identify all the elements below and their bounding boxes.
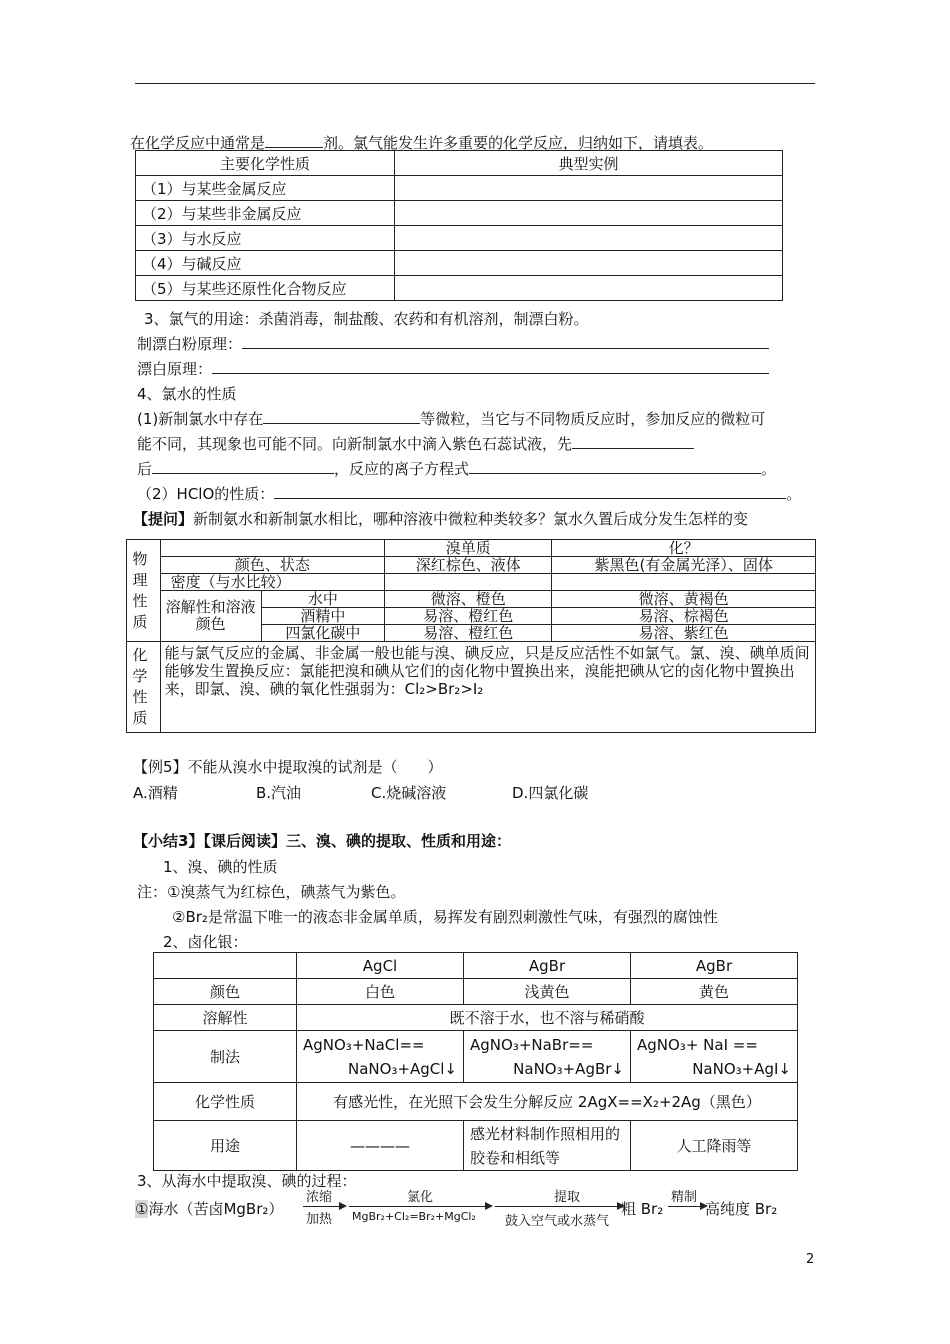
row-label: 制法 (154, 1031, 297, 1083)
header-cell: 溴单质 (385, 540, 552, 557)
table-row (154, 1005, 798, 1031)
property-cell: （1）与某些金属反应 (136, 176, 395, 201)
color-cell: 黄色 (631, 979, 798, 1005)
option-c[interactable]: C.烧碱溶液 (371, 784, 447, 802)
note-2: ②Br₂是常温下唯一的液态非金属单质，易挥发有剧烈刺激性气味，有强烈的腐蚀性 (172, 908, 718, 926)
color-state-label: 颜色、状态 (160, 557, 385, 574)
blank-header-cell (160, 540, 385, 557)
table-row (154, 953, 798, 979)
flow-arrow-3 (495, 1206, 621, 1207)
solubility-label: 溶解性和溶液颜色 (160, 591, 261, 642)
table-row (154, 1031, 798, 1083)
row-label: 溶解性 (154, 1005, 297, 1031)
table-row (154, 1083, 798, 1121)
property-cell: （3）与水反应 (136, 226, 395, 251)
i-density-cell (552, 574, 816, 591)
header-cell-overflow: 化？ (552, 540, 816, 557)
hclo-line: （2）HClO的性质： 。 (137, 485, 802, 503)
blank-bleach-powder[interactable] (242, 334, 769, 349)
header-cell: AgBr (631, 953, 798, 979)
use-cell: 人工降雨等 (631, 1121, 798, 1171)
flow-step4-top: 精制 (671, 1190, 698, 1205)
table-row (136, 276, 783, 301)
section-title: 2、卤化银： (163, 933, 248, 951)
table-row (136, 201, 783, 226)
bleach-powder-line: 制漂白粉原理： (137, 333, 769, 354)
row-label: 颜色 (154, 979, 297, 1005)
table-row (127, 591, 816, 608)
intro-line: 在化学反应中通常是 剂。氯气能发生许多重要的化学反应，归纳如下，请填表。 (130, 134, 714, 152)
header-cell: AgBr (464, 953, 631, 979)
table-row (136, 226, 783, 251)
flow-arrow-1 (303, 1206, 343, 1207)
solubility-cell: 既不溶于水，也不溶与稀硝酸 (297, 1005, 798, 1031)
header-cell: AgCl (297, 953, 464, 979)
flow-step3-top: 提取 (554, 1190, 581, 1205)
property-cell: （2）与某些非金属反应 (136, 201, 395, 226)
color-cell: 浅黄色 (464, 979, 631, 1005)
chlorine-water-line-1: (1)新制氯水中存在 等微粒，当它与不同物质反应时，参加反应的微粒可 (137, 410, 766, 428)
phys-label-cell: 物理性质 (127, 540, 161, 642)
i-solubility-cell: 微溶、黄褐色 (552, 591, 816, 608)
flow-step2-top: 氯化 (407, 1190, 434, 1205)
example-cell[interactable] (395, 226, 783, 251)
option-a[interactable]: A.酒精 (133, 784, 178, 802)
blank-bleach[interactable] (212, 359, 769, 374)
table-row (127, 642, 816, 733)
flow-mid: 粗 Br₂ (621, 1200, 664, 1218)
prep-cell: AgNO₃+NaBr== NaNO₃+AgBr↓ (464, 1031, 631, 1083)
row-label: 用途 (154, 1121, 297, 1171)
example-cell[interactable] (395, 276, 783, 301)
solvent-cell: 水中 (261, 591, 385, 608)
table-row (154, 1121, 798, 1171)
flow-arrow-2 (349, 1206, 489, 1207)
table-row (127, 574, 816, 591)
blank-agent[interactable] (265, 133, 323, 148)
header-cell: 典型实例 (395, 151, 783, 176)
halogen-table (126, 539, 816, 733)
blank-then[interactable] (152, 459, 334, 474)
prep-cell: AgNO₃+ NaI == NaNO₃+AgI↓ (631, 1031, 798, 1083)
arrow-right-icon (339, 1202, 347, 1210)
table-row (136, 176, 783, 201)
br-solubility-cell: 易溶、橙红色 (385, 608, 552, 625)
prep-cell: AgNO₃+NaCl== NaNO₃+AgCl↓ (297, 1031, 464, 1083)
solvent-cell: 四氯化碳中 (261, 625, 385, 642)
row-label: 化学性质 (154, 1083, 297, 1121)
blank-particles[interactable] (263, 409, 420, 424)
option-b[interactable]: B.汽油 (256, 784, 302, 802)
table-row (127, 540, 816, 557)
table-row (127, 557, 816, 574)
example5-title: 【例5】不能从溴水中提取溴的试剂是（ ） (133, 758, 443, 776)
example-cell[interactable] (395, 251, 783, 276)
summary-title: 【小结3】【课后阅读】三、溴、碘的提取、性质和用途： (133, 832, 511, 850)
property-cell: （4）与碱反应 (136, 251, 395, 276)
flow-step2-bottom: MgBr₂+Cl₂=Br₂+MgCl₂ (352, 1210, 476, 1223)
flow-step1-top: 浓缩 (306, 1190, 333, 1205)
color-cell: 白色 (297, 979, 464, 1005)
arrow-right-icon (485, 1202, 493, 1210)
flow-start: ①海水（苦卤MgBr₂） (135, 1200, 284, 1218)
section-title: 1、溴、碘的性质 (163, 858, 278, 876)
page-number: 2 (806, 1252, 815, 1267)
chlorine-properties-table (135, 150, 783, 301)
chlorine-use-line: 3、氯气的用途：杀菌消毒，制盐酸、农药和有机溶剂，制漂白粉。 (144, 310, 589, 328)
br-density-cell (385, 574, 552, 591)
solvent-cell: 酒精中 (261, 608, 385, 625)
section-title: 3、从海水中提取溴、碘的过程： (137, 1172, 357, 1190)
br-solubility-cell: 微溶、橙色 (385, 591, 552, 608)
blank-first[interactable] (572, 434, 694, 449)
header-rule (135, 83, 815, 84)
flow-step1-bottom: 加热 (306, 1212, 333, 1227)
section-title: 4、氯水的性质 (137, 385, 237, 403)
br-color-cell: 深红棕色、液体 (385, 557, 552, 574)
br-solubility-cell: 易溶、橙红色 (385, 625, 552, 642)
note-1: 注：①溴蒸气为红棕色，碘蒸气为紫色。 (137, 883, 406, 901)
use-cell: 感光材料制作照相用的胶卷和相纸等 (464, 1121, 631, 1171)
chlorine-water-line-3: 后 ，反应的离子方程式 。 (137, 460, 777, 478)
option-d[interactable]: D.四氯化碳 (512, 784, 589, 802)
step-number: ① (135, 1200, 149, 1218)
density-label: 密度（与水比较） (160, 574, 385, 591)
chem-label-cell: 化学性质 (127, 642, 161, 733)
i-color-cell: 紫黑色(有金属光泽）、固体 (552, 557, 816, 574)
example-cell[interactable] (395, 201, 783, 226)
chem-properties-text: 能与氯气反应的金属、非金属一般也能与溴、碘反应，只是反应活性不如氯气。氯、溴、碘单质间能够发生置换反应：氯能把溴和碘从它们的卤化物中置换出来，溴能把碘从它的卤化物中置换出来，即氯、溴、碘的氧化性强弱为：Cl₂>Br₂>I₂ (160, 642, 815, 733)
chem-cell: 有感光性，在光照下会发生分解反应 2AgX==X₂+2Ag（黑色） (297, 1083, 798, 1121)
flow-end: 高纯度 Br₂ (705, 1200, 778, 1218)
flow-arrow-4 (668, 1206, 704, 1207)
flow-step3-bottom: 鼓入空气或水蒸气 (505, 1214, 610, 1229)
i-solubility-cell: 易溶、紫红色 (552, 625, 816, 642)
header-cell: 主要化学性质 (136, 151, 395, 176)
table-row (136, 151, 783, 176)
silver-halide-table (153, 952, 798, 1171)
chlorine-water-line-2: 能不同，其现象也可能不同。向新制氯水中滴入紫色石蕊试液，先 (137, 433, 694, 454)
bleach-line: 漂白原理： (137, 358, 769, 379)
table-row (136, 251, 783, 276)
blank-ionic-equation[interactable] (469, 459, 761, 474)
blank-header-cell (154, 953, 297, 979)
question-line: 【提问】新制氨水和新制氯水相比，哪种溶液中微粒种类较多？氯水久置后成分发生怎样的变 (133, 510, 749, 528)
table-row (154, 979, 798, 1005)
use-cell: ———— (297, 1121, 464, 1171)
property-cell: （5）与某些还原性化合物反应 (136, 276, 395, 301)
i-solubility-cell: 易溶、棕褐色 (552, 608, 816, 625)
blank-hclo[interactable] (274, 484, 786, 499)
example-cell[interactable] (395, 176, 783, 201)
